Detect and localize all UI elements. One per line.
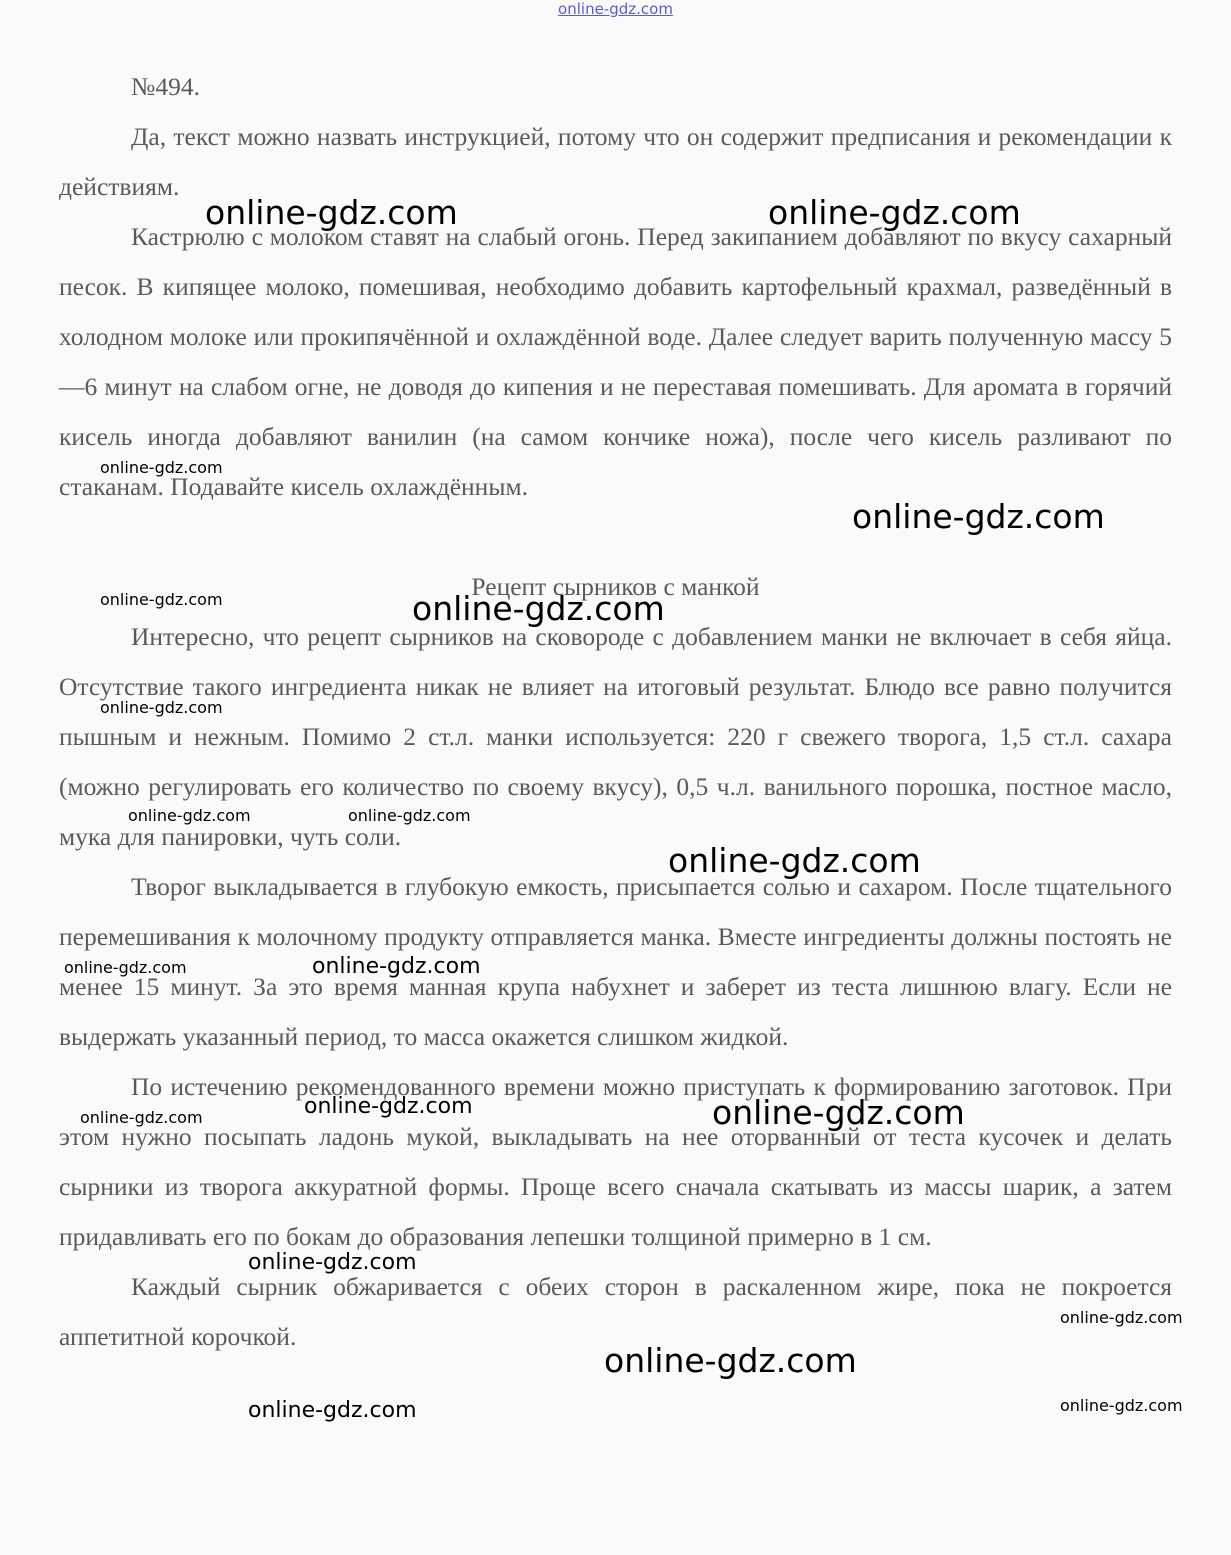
watermark: online-gdz.com: [852, 497, 1105, 536]
watermark: online-gdz.com: [768, 193, 1021, 232]
watermark: online-gdz.com: [128, 806, 251, 825]
paragraph-answer: Да, текст можно назвать инструкцией, потому что он содержит предписания и рекомендации к действиям.: [59, 122, 1172, 201]
watermark: online-gdz.com: [100, 698, 223, 717]
paragraph-kissel: Кастрюлю с молоком ставят на слабый огонь. Перед закипанием добавляют по вкусу сахарный песок. В кипящее молоко, помешивая, необходимо добавить картофельный крахмал, разведённый в холодном молоке или прокипячённой и охлаждённой воде. Далее следует варить полученную массу 5—6 минут на слабом огне, не доводя до кипения и не переставая помешивать. Для аромата в горячий кисель иногда добавляют ванилин (на самом кончике ножа), после чего кисель разливают по стаканам. Подавайте кисель охлаждённым.: [59, 222, 1172, 501]
paragraph-forming: По истечению рекомендованного времени можно приступать к формированию заготовок. При этом нужно посыпать ладонь мукой, выкладывать на нее оторванный от теста кусочек и делать сырники из творога аккуратной формы. Проще всего сначала скатывать из массы шарик, а затем придавливать его по бокам до образования лепешки толщиной примерно в 1 см.: [59, 1072, 1172, 1251]
watermark: online-gdz.com: [304, 1094, 473, 1119]
header-link[interactable]: online-gdz.com: [558, 0, 673, 18]
watermark: online-gdz.com: [712, 1093, 965, 1132]
watermark: online-gdz.com: [412, 589, 665, 628]
exercise-number: №494.: [131, 72, 200, 101]
watermark: online-gdz.com: [312, 954, 481, 979]
paragraph-mixing: Творог выкладывается в глубокую емкость, присыпается солью и сахаром. После тщательного перемешивания к молочному продукту отправляется манка. Вместе ингредиенты должны постоять не менее 15 минут. За это время манная крупа набухнет и заберет из теста лишнюю влагу. Если не выдержать указанный период, то масса окажется слишком жидкой.: [59, 872, 1172, 1051]
watermark: online-gdz.com: [100, 590, 223, 609]
watermark: online-gdz.com: [100, 458, 223, 477]
watermark: online-gdz.com: [205, 193, 458, 232]
watermark: online-gdz.com: [668, 841, 921, 880]
paragraph-frying: Каждый сырник обжаривается с обеих сторон в раскаленном жире, пока не покроется аппетитной корочкой.: [59, 1272, 1172, 1351]
watermark: online-gdz.com: [604, 1341, 857, 1380]
watermark: online-gdz.com: [1060, 1308, 1183, 1327]
watermark: online-gdz.com: [80, 1108, 203, 1127]
document-body: [59, 62, 1172, 1362]
watermark: online-gdz.com: [248, 1398, 417, 1423]
recipe-title: Рецепт сырников с манкой: [471, 572, 760, 601]
paragraph-intro: Интересно, что рецепт сырников на сковороде с добавлением манки не включает в себя яйца. Отсутствие такого ингредиента никак не влияет на итоговый результат. Блюдо все равно получится пышным и нежным. Помимо 2 ст.л. манки используется: 220 г свежего творога, 1,5 ст.л. сахара (можно регулировать его количество по своему вкусу), 0,5 ч.л. ванильного порошка, постное масло, мука для панировки, чуть соли.: [59, 622, 1172, 851]
watermark: online-gdz.com: [64, 958, 187, 977]
watermark: online-gdz.com: [1060, 1396, 1183, 1415]
watermark: online-gdz.com: [248, 1250, 417, 1275]
watermark: online-gdz.com: [348, 806, 471, 825]
